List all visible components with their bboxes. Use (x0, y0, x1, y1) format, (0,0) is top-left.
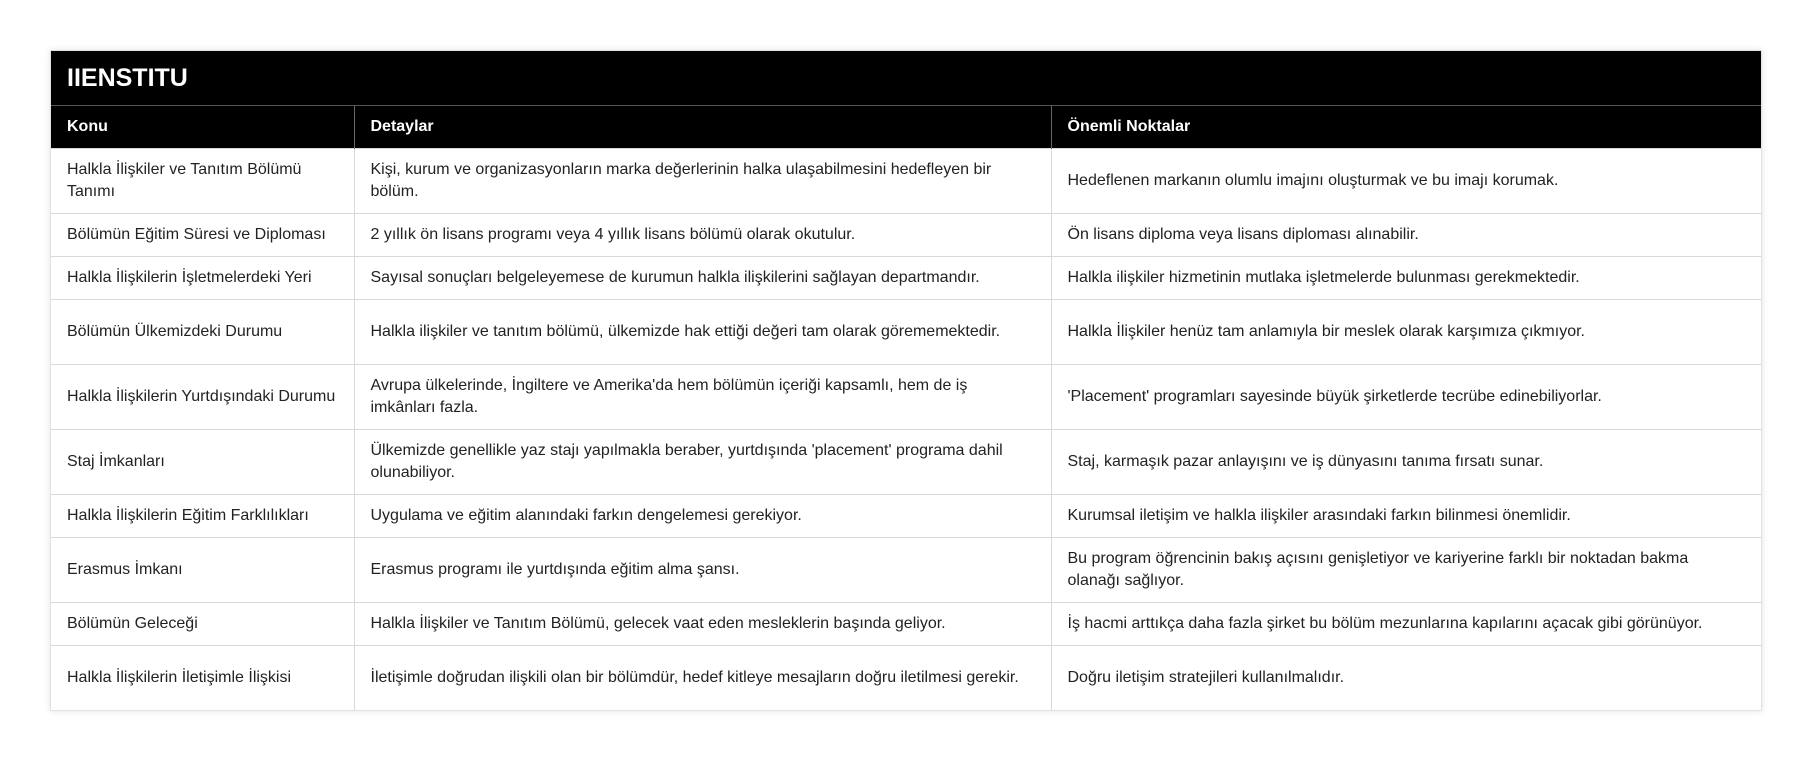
header-row (51, 106, 1761, 149)
cell-detaylar: İletişimle doğrudan ilişkili olan bir bölümdür, hedef kitleye mesajların doğru iletilmesi gerekir. (354, 646, 1051, 711)
cell-konu: Staj İmkanları (51, 430, 354, 495)
cell-konu: Bölümün Geleceği (51, 603, 354, 646)
cell-detaylar: Ülkemizde genellikle yaz stajı yapılmakla beraber, yurtdışında 'placement' programa dahil olunabiliyor. (354, 430, 1051, 495)
cell-onemli-noktalar: 'Placement' programları sayesinde büyük şirketlerde tecrübe edinebiliyorlar. (1051, 365, 1761, 430)
cell-onemli-noktalar: Halkla ilişkiler hizmetinin mutlaka işletmelerde bulunması gerekmektedir. (1051, 257, 1761, 300)
table-row (51, 365, 1761, 430)
cell-konu: Erasmus İmkanı (51, 538, 354, 603)
table-row (51, 646, 1761, 711)
cell-onemli-noktalar: Kurumsal iletişim ve halkla ilişkiler arasındaki farkın bilinmesi önemlidir. (1051, 495, 1761, 538)
cell-detaylar: Sayısal sonuçları belgeleyemese de kurumun halkla ilişkilerini sağlayan departmandır. (354, 257, 1051, 300)
cell-konu: Halkla İlişkilerin İşletmelerdeki Yeri (51, 257, 354, 300)
table-title: IIENSTITU (51, 51, 1761, 106)
column-header-onemli-noktalar: Önemli Noktalar (1051, 106, 1761, 149)
cell-detaylar: Avrupa ülkelerinde, İngiltere ve Amerika'da hem bölümün içeriği kapsamlı, hem de iş imkânları fazla. (354, 365, 1051, 430)
cell-konu: Halkla İlişkilerin İletişimle İlişkisi (51, 646, 354, 711)
cell-onemli-noktalar: Halkla İlişkiler henüz tam anlamıyla bir meslek olarak karşımıza çıkmıyor. (1051, 300, 1761, 365)
column-header-detaylar: Detaylar (354, 106, 1051, 149)
table-row (51, 495, 1761, 538)
cell-onemli-noktalar: Ön lisans diploma veya lisans diploması alınabilir. (1051, 214, 1761, 257)
cell-onemli-noktalar: Bu program öğrencinin bakış açısını genişletiyor ve kariyerine farklı bir noktadan bakma olanağı sağlıyor. (1051, 538, 1761, 603)
cell-detaylar: Halkla ilişkiler ve tanıtım bölümü, ülkemizde hak ettiği değeri tam olarak görememektedir. (354, 300, 1051, 365)
column-header-konu: Konu (51, 106, 354, 149)
cell-detaylar: Kişi, kurum ve organizasyonların marka değerlerinin halka ulaşabilmesini hedefleyen bir bölüm. (354, 149, 1051, 214)
table-row (51, 538, 1761, 603)
data-table (51, 106, 1761, 710)
table-row (51, 300, 1761, 365)
cell-detaylar: Uygulama ve eğitim alanındaki farkın dengelemesi gerekiyor. (354, 495, 1051, 538)
cell-onemli-noktalar: Hedeflenen markanın olumlu imajını oluşturmak ve bu imajı korumak. (1051, 149, 1761, 214)
cell-konu: Bölümün Ülkemizdeki Durumu (51, 300, 354, 365)
cell-detaylar: 2 yıllık ön lisans programı veya 4 yıllık lisans bölümü olarak okutulur. (354, 214, 1051, 257)
table-row (51, 149, 1761, 214)
cell-konu: Halkla İlişkilerin Eğitim Farklılıkları (51, 495, 354, 538)
cell-onemli-noktalar: Doğru iletişim stratejileri kullanılmalıdır. (1051, 646, 1761, 711)
cell-konu: Halkla İlişkiler ve Tanıtım Bölümü Tanımı (51, 149, 354, 214)
cell-konu: Halkla İlişkilerin Yurtdışındaki Durumu (51, 365, 354, 430)
table-container (50, 50, 1762, 711)
table-row (51, 603, 1761, 646)
cell-onemli-noktalar: İş hacmi arttıkça daha fazla şirket bu bölüm mezunlarına kapılarını açacak gibi görünüyor. (1051, 603, 1761, 646)
cell-onemli-noktalar: Staj, karmaşık pazar anlayışını ve iş dünyasını tanıma fırsatı sunar. (1051, 430, 1761, 495)
table-row (51, 257, 1761, 300)
cell-konu: Bölümün Eğitim Süresi ve Diploması (51, 214, 354, 257)
cell-detaylar: Erasmus programı ile yurtdışında eğitim alma şansı. (354, 538, 1051, 603)
table-row (51, 214, 1761, 257)
table-row (51, 430, 1761, 495)
cell-detaylar: Halkla İlişkiler ve Tanıtım Bölümü, gelecek vaat eden mesleklerin başında geliyor. (354, 603, 1051, 646)
